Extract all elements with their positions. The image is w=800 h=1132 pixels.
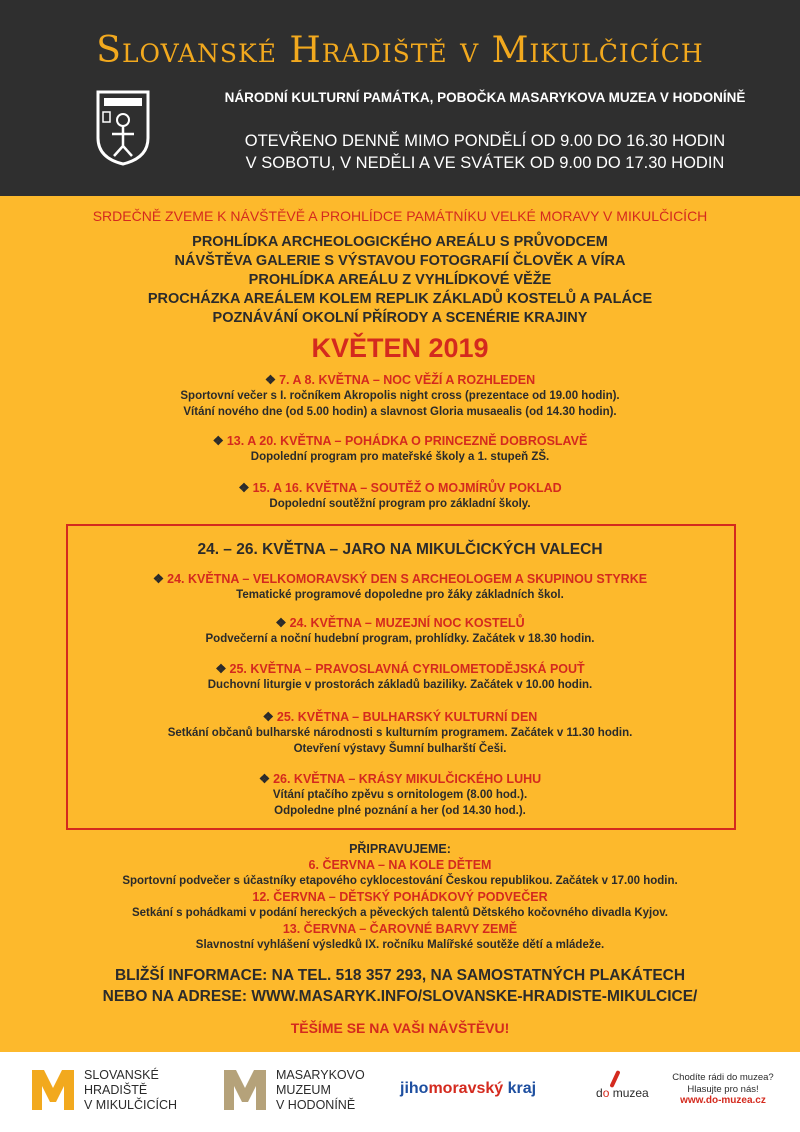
- event-heading: 24. KVĚTNA – VELKOMORAVSKÝ DEN S ARCHEOLOGEM A SKUPINOU STYRKE: [167, 572, 648, 586]
- page-title: Slovanské Hradiště v Mikulčicích: [96, 30, 704, 71]
- program-item: PROCHÁZKA AREÁLEM KOLEM REPLIK ZÁKLADŮ KOSTELŮ A PALÁCE: [147, 291, 653, 307]
- event-heading: 26. KVĚTNA – KRÁSY MIKULČICKÉHO LUHU: [273, 772, 542, 786]
- hours-line: V SOBOTU, V NEDĚLI A VE SVÁTEK OD 9.00 DO 17.30 HODIN: [245, 154, 725, 172]
- welcome-text: TĚŠÍME SE NA VAŠI NÁVŠTĚVU!: [290, 1020, 510, 1036]
- event-heading: 24. KVĚTNA – MUZEJNÍ NOC KOSTELŮ: [289, 616, 525, 630]
- info-line: NEBO NA ADRESE: WWW.MASARYK.INFO/SLOVANSKE-HRADISTE-MIKULCICE/: [102, 988, 698, 1005]
- jmk-part: jiho: [400, 1080, 429, 1097]
- event-heading: 15. A 16. KVĚTNA – SOUTĚŽ O MOJMÍRŮV POKLAD: [252, 481, 562, 495]
- event-heading: 25. KVĚTNA – BULHARSKÝ KULTURNÍ DEN: [276, 710, 538, 724]
- event-desc: Otevření výstavy Šumní bulharští Češi.: [293, 743, 507, 755]
- event: [0, 433, 800, 465]
- hours-line: OTEVŘENO DENNĚ MIMO PONDĚLÍ OD 9.00 DO 16.30 HODIN: [244, 132, 726, 150]
- jmk-part: kraj: [503, 1080, 537, 1097]
- event: [0, 372, 800, 420]
- festival-event: [0, 771, 800, 819]
- dom-part: muzea: [609, 1086, 649, 1100]
- event-desc: Vítání nového dne (od 5.00 hodin) a slavnost Gloria musaealis (od 14.30 hodin).: [183, 406, 617, 418]
- logo-line: V HODONÍNĚ: [276, 1098, 356, 1112]
- festival-event: [0, 571, 800, 603]
- diamond-bullet-icon: ❖: [212, 434, 224, 448]
- diamond-bullet-icon: ❖: [238, 481, 250, 495]
- jmk-part: moravský: [428, 1080, 504, 1097]
- festival-event: [0, 661, 800, 693]
- preparing-title: PŘIPRAVUJEME:: [349, 842, 451, 856]
- festival-event: [0, 709, 800, 757]
- diamond-bullet-icon: ❖: [264, 373, 277, 387]
- diamond-bullet-icon: ❖: [258, 772, 271, 786]
- dom-part: d: [596, 1086, 603, 1100]
- jihomoravsky-kraj-logo: [400, 1080, 536, 1098]
- logo-line: MASARYKOVO: [276, 1068, 365, 1082]
- event: [0, 480, 800, 512]
- event-desc: Dopolední program pro mateřské školy a 1. stupeň ZŠ.: [250, 451, 550, 463]
- preparing-desc: Slavnostní vyhlášení výsledků IX. ročníku Malířské soutěže dětí a mládeže.: [195, 939, 605, 951]
- logo-line: HRADIŠTĚ: [84, 1083, 148, 1097]
- preparing-desc: Setkání s pohádkami v podání hereckých a pěveckých talentů Dětského kočovného divadla Kyjov.: [131, 907, 668, 919]
- program-item: PROHLÍDKA AREÁLU Z VYHLÍDKOVÉ VĚŽE: [248, 272, 552, 288]
- diamond-bullet-icon: ❖: [262, 710, 274, 724]
- event-heading: 13. A 20. KVĚTNA – POHÁDKA O PRINCEZNĚ DOBROSLAVĚ: [226, 434, 588, 448]
- preparing-heading: 6. ČERVNA – NA KOLE DĚTEM: [308, 858, 492, 872]
- preparing-heading: 12. ČERVNA – DĚTSKÝ POHÁDKOVÝ PODVEČER: [252, 890, 548, 904]
- preparing-section: [0, 841, 800, 953]
- diamond-bullet-icon: ❖: [215, 662, 227, 676]
- preparing-desc: Sportovní podvečer s účastníky etapového cyklocestování Českou republikou. Začátek v 17.00 hodin.: [122, 875, 678, 887]
- event-desc: Dopolední soutěžní program pro základní školy.: [269, 498, 531, 510]
- festival-title: 24. – 26. KVĚTNA – JARO NA MIKULČICKÝCH VALECH: [197, 541, 603, 558]
- opening-hours: [200, 130, 770, 174]
- slovanske-hradiste-logo-icon: [30, 1066, 76, 1112]
- vote-question: Chodíte rádi do muzea?: [672, 1072, 774, 1083]
- event-desc: Setkání občanů bulharské národnosti s kulturním programem. Začátek v 11.30 hodin.: [167, 727, 633, 739]
- festival-event: [0, 615, 800, 647]
- program-item: POZNÁVÁNÍ OKOLNÍ PŘÍRODY A SCENÉRIE KRAJINY: [212, 310, 588, 326]
- diamond-bullet-icon: ❖: [275, 616, 287, 630]
- event-desc: Odpoledne plné poznání a her (od 14.30 hod.).: [274, 805, 526, 817]
- vote-box: [662, 1072, 784, 1107]
- logo-line: V MIKULČICÍCH: [84, 1098, 178, 1112]
- event-desc: Podvečerní a noční hudební program, prohlídky. Začátek v 18.30 hodin.: [205, 633, 595, 645]
- diamond-bullet-icon: ❖: [152, 572, 165, 586]
- dom-part: o: [602, 1086, 610, 1100]
- program-item: NÁVŠTĚVA GALERIE S VÝSTAVOU FOTOGRAFIÍ ČLOVĚK A VÍRA: [174, 253, 626, 269]
- vote-call: Hlasujte pro nás!: [687, 1083, 759, 1095]
- preparing-heading: 13. ČERVNA – ČAROVNÉ BARVY ZEMĚ: [282, 922, 518, 936]
- invitation: SRDEČNĚ ZVEME K NÁVŠTĚVĚ A PROHLÍDCE PAMÁTNÍKU VELKÉ MORAVY V MIKULČICÍCH: [92, 208, 708, 224]
- event-heading: 25. KVĚTNA – PRAVOSLAVNÁ CYRILOMETODĚJSKÁ POUŤ: [229, 662, 585, 676]
- logo-text-masarykovo: [276, 1068, 365, 1113]
- event-desc: Duchovní liturgie v prostorách základů baziliky. Začátek v 10.00 hodin.: [207, 679, 593, 691]
- month-heading: KVĚTEN 2019: [311, 333, 489, 363]
- info-line: BLIŽŠÍ INFORMACE: NA TEL. 518 357 293, NA SAMOSTATNÝCH PLAKÁTECH: [114, 967, 686, 984]
- vote-url[interactable]: www.do-muzea.cz: [680, 1095, 766, 1106]
- event-heading: 7. A 8. KVĚTNA – NOC VĚŽÍ A ROZHLEDEN: [279, 373, 536, 387]
- logo-text-slovanske: [84, 1068, 177, 1113]
- masarykovo-muzeum-logo-icon: [222, 1066, 268, 1112]
- subtitle: NÁRODNÍ KULTURNÍ PAMÁTKA, POBOČKA MASARYKOVA MUZEA V HODONÍNĚ: [224, 90, 746, 105]
- do-muzea-logo: [596, 1086, 649, 1100]
- program-list: [0, 233, 800, 328]
- event-desc: Vítání ptačího zpěvu s ornitologem (8.00 hod.).: [272, 789, 528, 801]
- logo-line: SLOVANSKÉ: [84, 1068, 159, 1082]
- crest-icon: [94, 88, 152, 166]
- event-desc: Tematické programové dopoledne pro žáky základních škol.: [236, 589, 564, 601]
- event-desc: Sportovní večer s I. ročníkem Akropolis night cross (prezentace od 19.00 hodin).: [180, 390, 620, 402]
- logo-line: MUZEUM: [276, 1083, 331, 1097]
- program-item: PROHLÍDKA ARCHEOLOGICKÉHO AREÁLU S PRŮVODCEM: [192, 234, 608, 250]
- contact-info: [0, 965, 800, 1007]
